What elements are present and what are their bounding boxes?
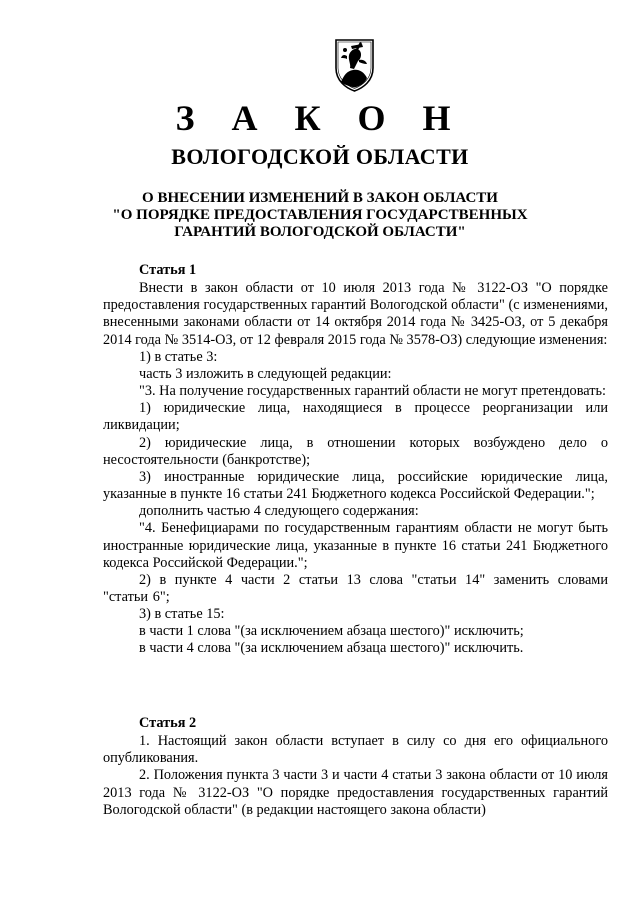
coat-of-arms-icon — [333, 38, 376, 92]
law-subtitle — [0, 190, 640, 241]
subtitle-line: "О ПОРЯДКЕ ПРЕДОСТАВЛЕНИЯ ГОСУДАРСТВЕННЫХ — [112, 207, 528, 223]
article-heading: Статья 1 — [139, 262, 197, 278]
paragraph: дополнить частью 4 следующего содержания: — [139, 503, 419, 520]
paragraph: "4. Бенефициарами по государственным гарантиям области не могут быть иностранные юридические лица, указанные в пункте 16 статьи 241 Бюджетного кодекса Российской Федерации."; — [103, 520, 608, 571]
region-title: ВОЛОГОДСКОЙ ОБЛАСТИ — [171, 144, 469, 169]
paragraph: в части 1 слова "(за исключением абзаца шестого)" исключить; — [139, 623, 524, 640]
paragraph: 1. Настоящий закон области вступает в силу со дня его официального опубликования. — [103, 733, 608, 767]
paragraph: 3) иностранные юридические лица, российские юридические лица, указанные в пункте 16 статьи 241 Бюджетного кодекса Российской Федерации."; — [103, 468, 608, 503]
subtitle-line: ГАРАНТИЙ ВОЛОГОДСКОЙ ОБЛАСТИ" — [174, 224, 466, 240]
paragraph: в части 4 слова "(за исключением абзаца шестого)" исключить. — [139, 640, 524, 657]
paragraph: 1) в статье 3: — [139, 348, 218, 365]
paragraph: 2. Положения пункта 3 части 3 и части 4 статьи 3 закона области от 10 июля 2013 года № 3122-ОЗ "О порядке предоставления государственных гарантий Вологодской области" (в редакции настоящего закона области) — [103, 767, 608, 818]
article-heading: Статья 2 — [139, 715, 197, 731]
paragraph: 1) юридические лица, находящиеся в процессе реорганизации или ликвидации; — [103, 400, 608, 434]
subtitle-line: О ВНЕСЕНИИ ИЗМЕНЕНИЙ В ЗАКОН ОБЛАСТИ — [142, 190, 498, 206]
paragraph: часть 3 изложить в следующей редакции: — [139, 365, 392, 382]
document-title: З А К О Н — [175, 98, 465, 138]
paragraph: "3. На получение государственных гарантий области не могут претендовать: — [139, 383, 606, 400]
paragraph: 2) юридические лица, в отношении которых возбуждено дело о несостоятельности (банкротстве); — [103, 434, 608, 468]
paragraph: 3) в статье 15: — [139, 606, 225, 623]
article-1 — [103, 262, 608, 658]
paragraph: 2) в пункте 4 части 2 статьи 13 слова "статьи 14" заменить словами "статьи 6"; — [103, 571, 608, 605]
paragraph: Внести в закон области от 10 июля 2013 года № 3122-ОЗ "О порядке предоставления государственных гарантий Вологодской области" (с изменениями, внесенными законами области от 14 октября 2014 года № 3425-ОЗ, от 5 декабря 2014 года № 3514-ОЗ, от 12 февраля 2015 года № 3578-ОЗ) следующие изменения: — [103, 280, 608, 348]
article-2 — [103, 715, 608, 819]
